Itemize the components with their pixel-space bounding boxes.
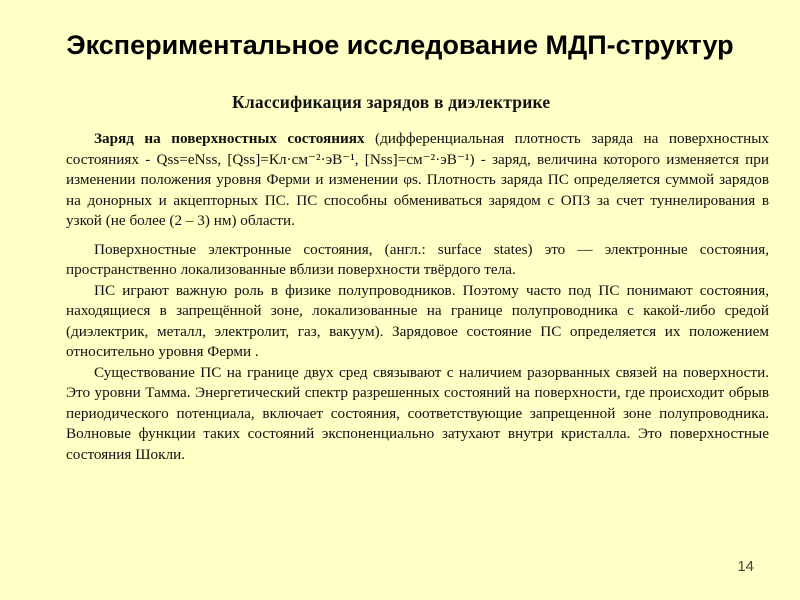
paragraph-text: (дифференциальная плотность заряда на поверхностных состояниях - Qss=eNss, [Qss]=Кл·см⁻²·эВ⁻¹, [Nss]=см⁻²·эВ⁻¹) - заряд, величина которого изменяется при изменении положения уровня Ферми и изменении φs. Плотность заряда ПС определяется суммой зарядов на донорных и акцепторных ПС. ПС способны обмениваться зарядом с ОПЗ за счет туннелирования в узкой (не более (2 – 3) нм) области.	[66, 130, 769, 229]
paragraph-definition: Поверхностные электронные состояния, (англ.: surface states) это — электронные состояния, пространственно локализованные вблизи поверхности твёрдого тела.	[66, 240, 769, 278]
paragraph-tamm-shockley: Существование ПС на границе двух сред связывают с наличием разорванных связей на поверхности. Это уровни Тамма. Энергетический спектр разрешенных состояний на поверхности, где происходит обрыв периодического потенциала, включает состояния, соответствующие запрещенной зоне полупроводника. Волновые функции таких состояний экспоненциально затухают внутри кристалла. Это поверхностные состояния Шокли.	[66, 363, 769, 463]
body-text	[66, 129, 769, 465]
slide-title: Экспериментальное исследование МДП-структур	[66, 30, 734, 60]
paragraph-role: ПС играют важную роль в физике полупроводников. Поэтому часто под ПС понимают состояния, находящиеся в запрещённой зоне, локализованные на границе полупроводника с какой-либо средой (диэлектрик, металл, электролит, газ, вакуум). Зарядовое состояние ПС определяется их положением относительно уровня Ферми .	[66, 281, 769, 360]
paragraph-lead-term: Заряд на поверхностных состояниях	[94, 130, 365, 147]
slide-subtitle: Классификация зарядов в диэлектрике	[232, 92, 551, 112]
page-number: 14	[737, 558, 754, 575]
paragraph-surface-charge	[66, 129, 769, 232]
